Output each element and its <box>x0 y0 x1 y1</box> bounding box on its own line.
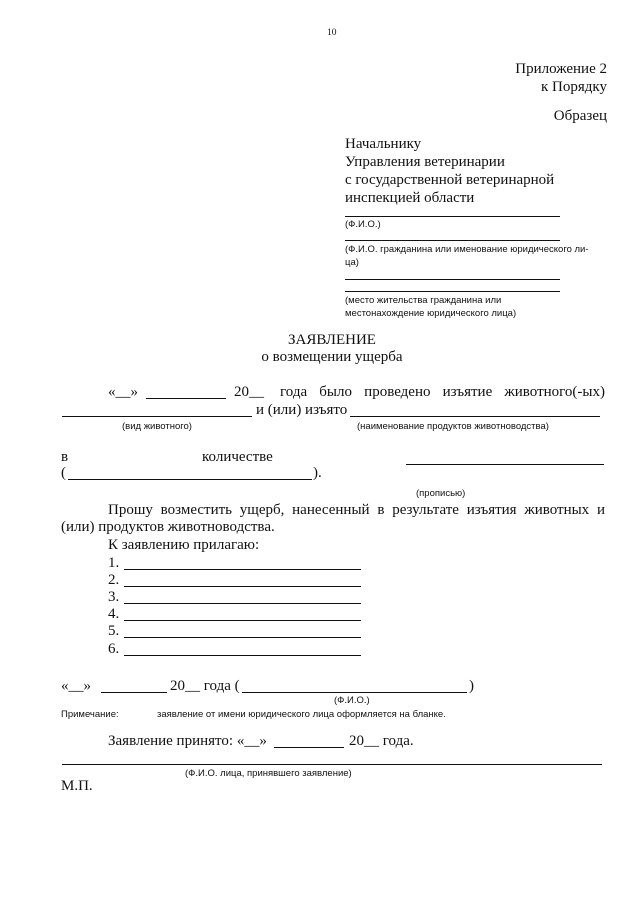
acceptance-year: 20__ года. <box>349 733 414 749</box>
signature-paren-close: ) <box>469 678 474 694</box>
and-or-seized: и (или) изъято <box>256 402 348 418</box>
residence-caption: местонахождение юридического лица) <box>345 308 517 319</box>
quantity-number-line <box>406 464 604 465</box>
attachment-number: 6. <box>108 641 120 657</box>
addressee-line: Управления ветеринарии <box>345 154 505 170</box>
acceptor-caption: (Ф.И.О. лица, принявшего заявление) <box>185 768 352 779</box>
addressee-line: инспекцией области <box>345 190 475 206</box>
note-label: Примечание: <box>61 709 119 720</box>
signature-year: 20__ года ( <box>170 678 240 694</box>
addressee-line: с государственной ветеринарной <box>345 172 555 188</box>
attachment-line <box>124 655 361 656</box>
applicant-caption: (Ф.И.О. гражданина или именование юридического ли- <box>345 244 589 255</box>
acceptance-text: Заявление принято: «__» <box>108 733 267 749</box>
attachment-number: 3. <box>108 589 120 605</box>
signature-date-open: «__» <box>61 678 91 694</box>
residence-caption: (место жительства гражданина или <box>345 295 502 306</box>
acceptor-line <box>62 764 602 765</box>
fio-caption: (Ф.И.О.) <box>345 219 381 230</box>
year-text: 20__ <box>234 384 264 400</box>
applicant-line <box>345 240 560 241</box>
products-line <box>350 416 600 417</box>
request-text-cont: (или) продуктов животноводства. <box>61 519 275 535</box>
date-month-line <box>146 398 226 399</box>
order-label: к Порядку <box>541 79 607 95</box>
residence-line <box>345 291 560 292</box>
in-word: в <box>61 449 69 465</box>
fio-line <box>345 216 560 217</box>
signature-month-line <box>101 692 167 693</box>
attachment-line <box>124 586 361 587</box>
quantity-word: количестве <box>202 449 273 465</box>
animal-line <box>62 416 252 417</box>
page-number: 10 <box>327 28 337 38</box>
animal-caption: (вид животного) <box>122 421 192 432</box>
quantity-words-line <box>68 479 312 480</box>
signature-fio-line <box>242 692 467 693</box>
attachment-line <box>124 603 361 604</box>
note-text: заявление от имени юридического лица оформляется на бланке. <box>157 709 446 720</box>
residence-line <box>345 279 560 280</box>
paren-open: ( <box>61 465 66 481</box>
paren-close: ). <box>313 465 322 481</box>
date-open: «__» <box>108 384 138 400</box>
appendix-label: Приложение 2 <box>515 61 607 77</box>
attachment-number: 4. <box>108 606 120 622</box>
seizure-text: года было проведено изъятие животного(-ых) <box>280 384 605 400</box>
applicant-caption: ца) <box>345 257 359 268</box>
sample-label: Образец <box>553 108 607 124</box>
products-caption: (наименование продуктов животноводства) <box>357 421 549 432</box>
attachment-number: 1. <box>108 555 120 571</box>
document-title: ЗАЯВЛЕНИЕ <box>288 332 376 348</box>
attachments-intro: К заявлению прилагаю: <box>108 537 260 553</box>
attachment-line <box>124 637 361 638</box>
addressee-line: Начальнику <box>345 136 422 152</box>
request-text: Прошу возместить ущерб, нанесенный в результате изъятия животных и <box>108 502 605 518</box>
attachment-number: 5. <box>108 623 120 639</box>
attachment-number: 2. <box>108 572 120 588</box>
acceptance-month-line <box>274 747 344 748</box>
signature-fio-caption: (Ф.И.О.) <box>334 695 370 706</box>
stamp-label: М.П. <box>61 778 93 794</box>
attachment-line <box>124 569 361 570</box>
attachment-line <box>124 620 361 621</box>
words-caption: (прописью) <box>416 488 466 499</box>
document-subtitle: о возмещении ущерба <box>261 349 403 365</box>
